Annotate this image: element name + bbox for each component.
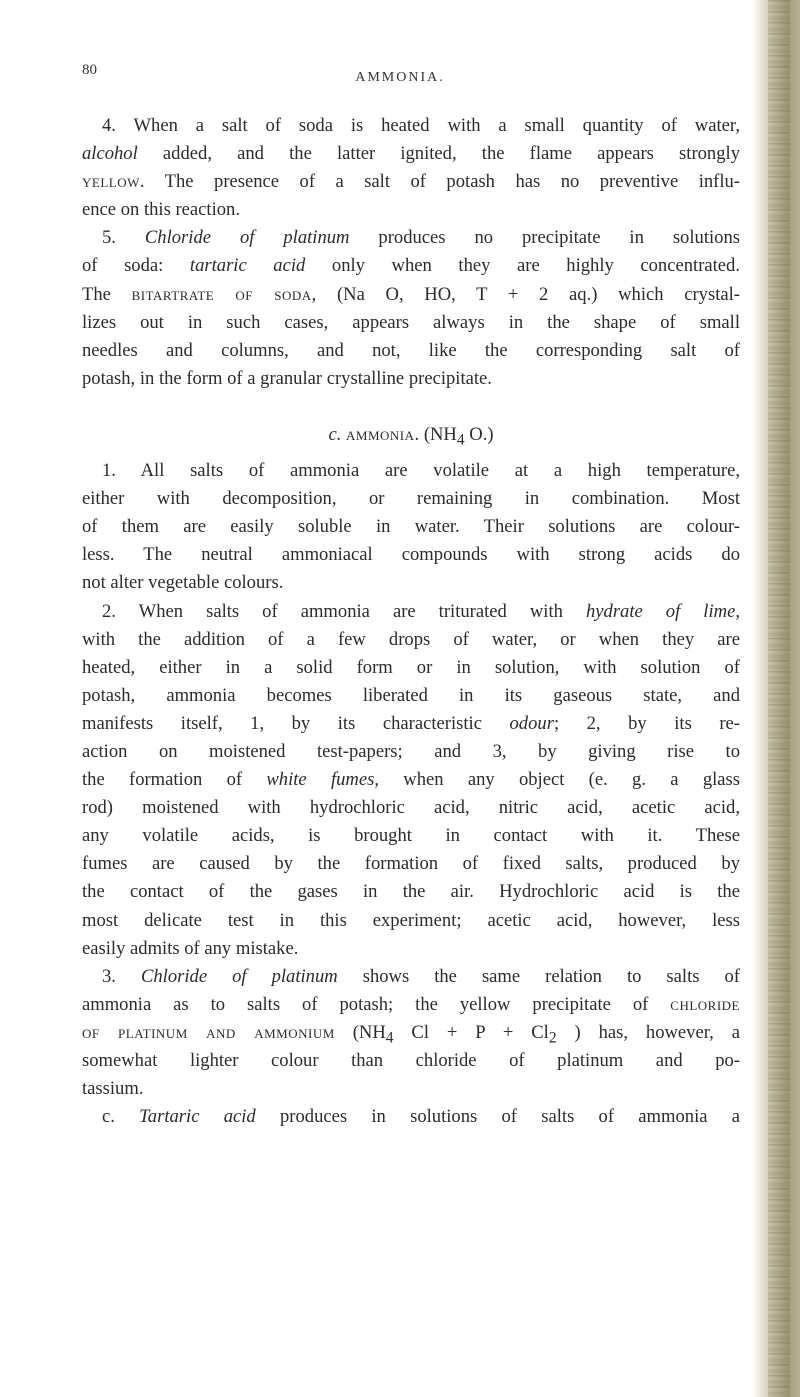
text-line: manifests itself, 1, by its characteristic odour; 2, by its re- — [82, 712, 740, 734]
text-line: less. The neutral ammoniacal compounds with strong acids do — [82, 544, 740, 566]
text-line: ence on this reaction. — [82, 199, 240, 221]
page-number: 80 — [82, 62, 97, 78]
text-line: somewhat lighter colour than chloride of platinum and po- — [82, 1050, 740, 1071]
text-line: most delicate test in this experiment; acetic acid, however, less — [82, 909, 740, 931]
body-text — [82, 112, 740, 1131]
text-line: easily admits of any mistake. — [82, 937, 299, 959]
text-line: potash, ammonia becomes liberated in its gaseous state, and — [82, 684, 740, 706]
text-line: c. Tartaric acid produces in solutions of salts of ammonia a — [102, 1106, 741, 1128]
text-line: alcohol added, and the latter ignited, the flame appears strongly — [82, 143, 740, 165]
text-line: of platinum and ammonium ($NH_4$ $Cl + P + Cl_2$ ) has, however, a — [82, 1021, 740, 1047]
text-line: not alter vegetable colours. — [82, 572, 284, 594]
text-line: lizes out in such cases, appears always in the shape of small — [82, 311, 740, 333]
section-heading: c. ammonia. ($NH_4$ O.) — [328, 423, 494, 449]
text-line: tassium. — [82, 1078, 144, 1100]
text-line: potash, in the form of a granular crystalline precipitate. — [82, 367, 492, 389]
text-line: 5. Chloride of platinum produces no precipitate in solutions — [102, 227, 740, 249]
text-line: any volatile acids, is brought in contact with it. These — [82, 825, 740, 847]
text-line: fumes are caused by the formation of fixed salts, produced by — [82, 853, 740, 875]
text-line: action on moistened test-papers; and 3, by giving rise to — [82, 740, 740, 762]
text-line: either with decomposition, or remaining in combination. Most — [82, 488, 740, 510]
text-line: with the addition of a few drops of water, or when they are — [82, 628, 740, 650]
text-line: yellow. The presence of a salt of potash has no preventive influ- — [82, 171, 740, 193]
text-line: needles and columns, and not, like the corresponding salt of — [82, 339, 740, 361]
text-line: The bitartrate of soda, (Na O, HO, T + 2 aq.) which crystal- — [82, 283, 740, 305]
text-line: 3. Chloride of platinum shows the same relation to salts of — [102, 965, 740, 987]
text-line: ammonia as to salts of potash; the yellow precipitate of chloride — [82, 993, 740, 1015]
text-line: 1. All salts of ammonia are volatile at a high temperature, — [102, 460, 740, 482]
text-line: 2. When salts of ammonia are triturated with hydrate of lime, — [102, 600, 740, 622]
text-line: 4. When a salt of soda is heated with a small quantity of water, — [102, 115, 740, 136]
text-line: the contact of the gases in the air. Hydrochloric acid is the — [82, 881, 740, 903]
text-line: heated, either in a solid form or in solution, with solution of — [82, 656, 740, 678]
text-line: of them are easily soluble in water. Their solutions are colour- — [82, 516, 740, 538]
text-line: the formation of white fumes, when any object (e. g. a glass — [82, 769, 741, 791]
page-edge-shadow — [752, 0, 800, 1397]
text-line: of soda: tartaric acid only when they are highly concentrated. — [82, 255, 740, 277]
text-line: rod) moistened with hydrochloric acid, nitric acid, acetic acid, — [82, 797, 740, 819]
running-title: AMMONIA. — [355, 70, 445, 85]
